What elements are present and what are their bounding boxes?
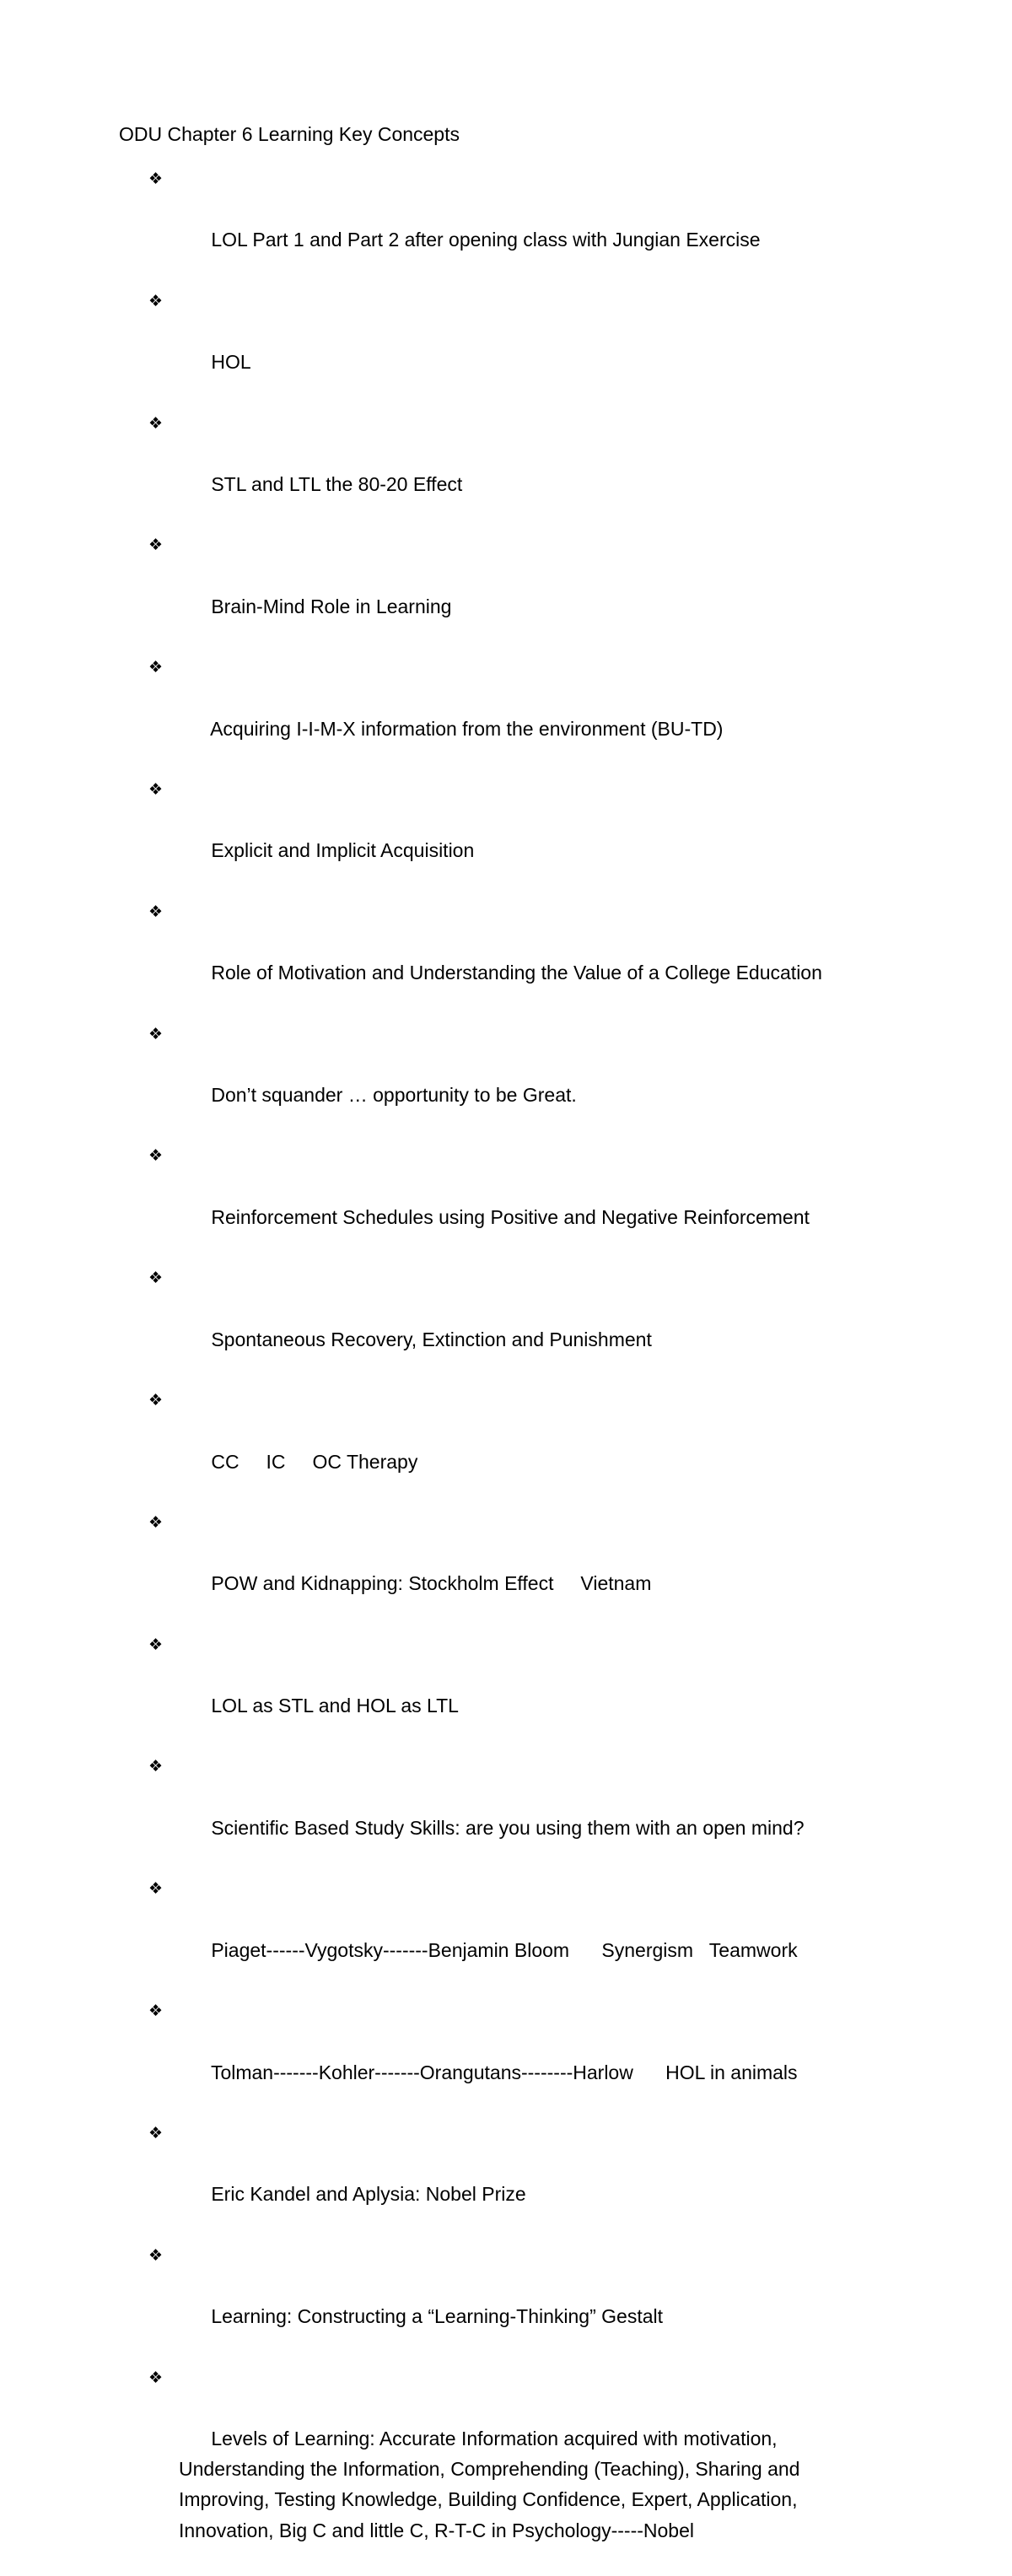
list-item (148, 1263, 874, 1385)
list-item-text: LOL as STL and HOL as LTL (211, 1695, 459, 1717)
list-item (148, 652, 874, 774)
list-item (148, 2363, 874, 2576)
diamond-bullet-icon: ❖ (148, 2368, 164, 2387)
list-item-text: Role of Motivation and Understanding the Value of a College Education (211, 962, 822, 984)
diamond-bullet-icon: ❖ (148, 2002, 164, 2021)
diamond-bullet-icon: ❖ (148, 779, 164, 799)
diamond-bullet-icon: ❖ (148, 1635, 164, 1654)
diamond-bullet-icon: ❖ (148, 1757, 164, 1776)
list-item-text: LOL Part 1 and Part 2 after opening class with Jungian Exercise (211, 229, 761, 251)
diamond-bullet-icon: ❖ (148, 169, 164, 188)
diamond-bullet-icon: ❖ (148, 536, 164, 555)
list-item (148, 897, 874, 1019)
list-item (148, 1019, 874, 1141)
diamond-bullet-icon: ❖ (148, 902, 164, 921)
list-item-text: Brain-Mind Role in Learning (211, 595, 452, 617)
list-item-text: Learning: Constructing a “Learning-Thinking” Gestalt (211, 2305, 664, 2328)
list-item (148, 1141, 874, 1264)
diamond-bullet-icon: ❖ (148, 1146, 164, 1166)
diamond-bullet-icon: ❖ (148, 1269, 164, 1288)
page-title: ODU Chapter 6 Learning Key Concepts (119, 123, 460, 145)
diamond-bullet-icon: ❖ (148, 1512, 164, 1532)
list-item-text: Spontaneous Recovery, Extinction and Punishment (211, 1328, 652, 1350)
list-item-text: Scientific Based Study Skills: are you using them with an open mind? (211, 1816, 805, 1839)
diamond-bullet-icon: ❖ (148, 1879, 164, 1899)
list-item (148, 530, 874, 652)
list-item (148, 774, 874, 897)
list-item-text: Explicit and Implicit Acquisition (211, 839, 475, 862)
list-item (148, 1630, 874, 1752)
list-item (148, 1873, 874, 1996)
list-item-text: Tolman-------Kohler-------Orangutans--------Harlow HOL in animals (210, 2061, 798, 2083)
list-item (148, 1507, 874, 1630)
list-item (148, 1752, 874, 1874)
key-concepts-list (148, 164, 874, 2576)
list-item-text: Piaget------Vygotsky-------Benjamin Bloom Synergism Teamwork (211, 1938, 798, 1961)
list-item-text: Don’t squander … opportunity to be Great. (211, 1084, 577, 1107)
diamond-bullet-icon: ❖ (148, 1391, 164, 1410)
list-item-text: Levels of Learning: Accurate Information acquired with motivation, Understanding the Information, Comprehending (Teaching), Sharing and Improving, Testing Knowledge, Building Confidence, Expert, Application, Innovation, Big C and little C, R-T-C in Psychology-----Nobel (179, 2428, 800, 2541)
list-item (148, 408, 874, 531)
list-item (148, 2240, 874, 2363)
list-item-text: STL and LTL the 80-20 Effect (211, 473, 463, 496)
list-item-text: POW and Kidnapping: Stockholm Effect Vietnam (211, 1572, 652, 1595)
diamond-bullet-icon: ❖ (148, 1024, 164, 1043)
diamond-bullet-icon: ❖ (148, 413, 164, 433)
list-item (148, 164, 874, 286)
list-item-text: CC IC OC Therapy (211, 1450, 418, 1473)
diamond-bullet-icon: ❖ (148, 2245, 164, 2265)
diamond-bullet-icon: ❖ (148, 2123, 164, 2142)
diamond-bullet-icon: ❖ (148, 658, 164, 677)
list-item (148, 286, 874, 408)
list-item (148, 1385, 874, 1507)
list-item (148, 1996, 874, 2118)
list-item-text: Acquiring I-I-M-X information from the environment (BU-TD) (210, 717, 724, 740)
list-item-text: Reinforcement Schedules using Positive and Negative Reinforcement (211, 1205, 810, 1228)
list-item-text: Eric Kandel and Aplysia: Nobel Prize (211, 2183, 526, 2206)
list-item-text: HOL (211, 351, 251, 374)
list-item (148, 2118, 874, 2240)
diamond-bullet-icon: ❖ (148, 291, 164, 310)
